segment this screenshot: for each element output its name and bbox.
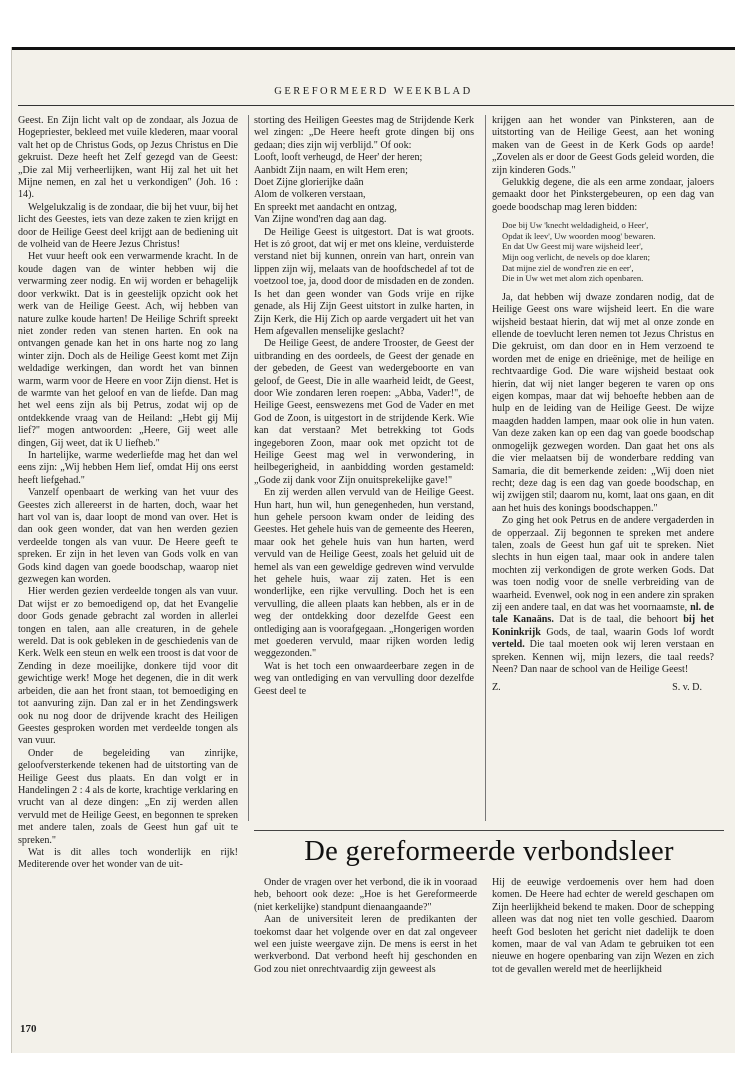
verse-line: Doet Zijne glorierijke daân xyxy=(254,177,364,189)
article2-column-1 xyxy=(254,877,477,1033)
text-run: Zo ging het ook Petrus en de andere vergaderden in de opperzaal. Zij begonnen te spreken met andere talen, zoals de Geest hun gaf uit te spreken. Niet slechts in hun eigen taal, maar ook in andere talen mochten zij verkondigen de grote werken Gods. Dat was toen nodig voor de snelle verbreiding van de waarheid. Evenwel, ook nog in een andere zin spraken zij een andere taal, en dat was het voornaamste, xyxy=(492,515,714,613)
page-number: 170 xyxy=(20,1023,37,1035)
top-rule xyxy=(12,47,735,50)
paragraph: Vanzelf openbaart de werking van het vuur des Geestes zich allereerst in de harten, doch, waar het hart vol van is, daar loopt de mond van over. Het is dan ook geen wonder, dat van hen werden gezien verdeelde tongen als van vuur. De Heere geeft te spreken. Er zijn in het leven van Gods volk en van Gods kind dagen van goede boodschap, waarop niet gezwegen kan worden. xyxy=(18,487,238,586)
signature-author: S. v. D. xyxy=(672,682,702,694)
paragraph: Hier werden gezien verdeelde tongen als van vuur. Dat wijst er zo bemoedigend op, dat het Evangelie door Gods genade gebracht zal worden in allerlei tongen en talen, aan alle creaturen, in de gehele wereld. Dat is ook gebleken in de geschiedenis van de Kerk. Welk een steun en welk een troost is dat voor de Zending in deze moeilijke, donkere tijd voor dit gewichtige werk! Moge het degenen, die in dit werk arbeiden, die aan het front staan, tot bemoediging en tot aanvuring zijn. Dan zal er in het Zendingswerk ook nu nog door de drijvende kracht des Heiligen Geestes gesproken worden met verdeelde tongen als van vuur. xyxy=(18,586,238,747)
verse-line: Looft, looft verheugd, de Heer' der heren; xyxy=(254,152,423,164)
verse-line: Aanbidt Zijn naam, en wilt Hem eren; xyxy=(254,164,408,176)
verse-line: En spreekt met aandacht en ontzag, xyxy=(254,201,397,213)
text-run: Die taal moeten ook wij leren verstaan en spreken. Kennen wij, mijn lezers, die taal reeds? Neen? Dan naar de school van de Heilige Geest! xyxy=(492,639,714,675)
paragraph: Hij de eeuwige verdoemenis over hem had doen komen. De Heere had echter de wereld geschapen om Zijn heerlijkheid bekend te maken. Door de schepping alleen was dat nog niet ten volle geschied. Daarom heeft God besloten het gericht niet dadelijk te doen komen, maar de val van Adam te gebruiken tot een nieuwe en hogere openbaring van zijn Wezen en zich tot de gevallen wereld met de heerlijkheid xyxy=(492,877,714,975)
verse xyxy=(254,152,474,226)
masthead-rule xyxy=(18,105,734,106)
poem-line: Mijn oog verlicht, de nevels op doe klaren; xyxy=(502,252,650,263)
paragraph: De Heilige Geest, de andere Trooster, de Geest der uitbranding en des oordeels, de Geest der genade en der gebeden, de Geest van wedergeboorte en van geloof, de Geest, Die in alle waarheid leidt, de Geest, door Wie zondaren leren roepen: „Abba, Vader!", de Heilige Geest, eenswezens met God de Vader en met God de Zoon, is uitgestort in de strijdende Kerk. Wie kan dat verstaan? Met betrekking tot Gods ingegeboren Zoon, maar ook met opzicht tot de Heilige Geest mag wel in verwondering, in heilbegerigheid, in aanbidding worden gestameld: „Gode zij dank voor Zijn onuitsprekelijke gave!" xyxy=(254,338,474,486)
poem xyxy=(502,220,714,284)
bold-run: bij het Koninkrijk xyxy=(492,614,714,638)
poem-line: Dat mijne ziel de wond'ren zie en eer', xyxy=(502,262,634,273)
bold-run: nl. de tale Kanaäns. xyxy=(492,601,714,626)
paragraph: krijgen aan het wonder van Pinksteren, aan de uitstorting van de Heilige Geest, aan het woning maken van de Geest in de Kerk Gods op aarde! „Zovelen als er door de Geest Gods geleid worden, die zijn kinderen Gods." xyxy=(492,115,714,176)
paragraph: Gelukkig degene, die als een arme zondaar, jaloers gemaakt door het Pinkstergebeuren, op een dag van goede boodschap mag leren bidden: xyxy=(492,177,714,213)
paragraph: De Heilige Geest is uitgestort. Dat is wat groots. Het is zó groot, dat wij er met ons kleine, verduisterde verstand niet bij kunnen, onrein van hart, onrein van lippen zijn wij, melaats van de hoofdschedel af tot de voetzool toe, ja, dood door de misdaden en de zonden. Is het dan geen wonder van Gods vrije en rijke genade, als Hij Zijn Geest uitstort in zulke harten, in Zijn Kerk, die Hij Zich op aarde vergadert uit het van Hem afgevallen menselijke geslacht? xyxy=(254,226,474,337)
paragraph: storting des Heiligen Geestes mag de Strijdende Kerk wel zingen: „De Heere heeft grote dingen bij ons gedaan; dies zijn wij verblijd." Of ook: xyxy=(254,115,474,151)
paragraph: Welgelukzalig is de zondaar, die bij het vuur, bij het licht des Geestes, iets van deze zaken te zien krijgt en door de Heilige Geest deel krijgt aan de bediening uit de volheid van de Heere Jezus Christus! xyxy=(18,201,238,251)
bold-run: verteld. xyxy=(492,639,525,651)
verse-line: Alom de volkeren verstaan, xyxy=(254,189,366,201)
verse-line: Van Zijne wond'ren dag aan dag. xyxy=(254,214,387,226)
paragraph: Aan de universiteit leren de predikanten der toekomst daar het volgende over en dat zal ongeveer wel een juiste weergave zijn. De mens is eerst in het werkverbond. Dat verbond heeft hij geschonden en God zou niet onrechtvaardig zijn geweest als xyxy=(254,914,477,975)
paragraph: Wat is het toch een onwaardeerbare zegen in de weg van ontlediging en van vervulling door dezelfde Geest deel te xyxy=(254,660,474,697)
poem-line: Opdat ik leev', Uw woorden moog' bewaren. xyxy=(502,230,656,241)
poem-line: En dat Uw Geest mij ware wijsheid leer', xyxy=(502,241,643,252)
paragraph: Onder de begeleiding van zinrijke, geloofversterkende tekenen had de uitstorting van de Heilige Geest dus plaats. En dan volgt er in Handelingen 2 : 4 als de korte, krachtige verklaring en vrucht van al deze dingen: „En zij werden allen vervuld met de Heilige Geest, en begonnen te spreken met andere talen, zoals de Geest hun gaf uit te spreken." xyxy=(18,747,238,846)
poem-line: Die in Uw wet met alom zich openbaren. xyxy=(502,273,644,284)
column-divider xyxy=(248,115,249,821)
article-separator xyxy=(254,830,724,831)
column-1 xyxy=(18,115,238,925)
paragraph xyxy=(492,515,714,676)
column-3 xyxy=(492,115,714,841)
paragraph: Geest. En Zijn licht valt op de zondaar, als Jozua de Hogepriester, bekleed met vuile klederen, maar vooral valt het op de Christus Gods, op Jezus Christus en Die gekruist. Deze heeft het Zelf gezegd van de Geest: „Die zal Mij verheerlijken, want Hij zal het uit het Mijne nemen, en zal het u verkondigen" (Joh. 16 : 14). xyxy=(18,115,238,201)
paragraph: En zij werden allen vervuld van de Heilige Geest. Hun hart, hun wil, hun genegenheden, hun verstand, hun gehele persoon kwam onder de leiding des Geestes. Het gehele huis van de gemeente des Heeren, maar ook het gehele huis van hun harten, werd vervuld van de Heilige Geest, zoals het geluid uit de hemel als van een geweldige gedreven wind vervulde het gehele huis, waar zij zaten. Het is een wonderlijke, een rijke vervulling. Doch het is een vervulling, die alleen plaats kan hebben, als er in de weg der ontdekking door dezelfde Geest een ontlediging aan is voorafgegaan. „Hongerigen worden met goederen vervuld, maar rijken worden ledig weggezonden." xyxy=(254,487,474,660)
article2-column-2 xyxy=(492,877,714,1033)
paragraph: Het vuur heeft ook een verwarmende kracht. In de koude dagen van de winter hebben wij die verwarming zeer nodig. En wij worden er behagelijk door verkwikt. Dat is in geestelijk opzicht ook het werk van de Heilige Geest. Ach, wij hebben van nature zulke koude harten! De Heilige Schrift spreekt niet zonder reden van stenen harten. En ook na ontvangen genade kan het in ons harte nog zo lang winter zijn. Doch als de Heilige Geest komt met Zijn weldadige werkingen, dan wordt het van binnen warm, warm voor de Heere en voor Zijn dienst. Het is de warmte van het geloof en van de liefde. Dan mag het wel eens zijn als bij Petrus, zodat wij op de ontdekkende vraag van de Heiland: „Hebt gij Mij lief?" mogen antwoorden: „Heere, Gij weet alle dingen, Gij weet, dat ik U liefheb." xyxy=(18,251,238,449)
text-run: Gods, de taal, waarin Gods lof wordt xyxy=(540,626,714,638)
newspaper-page xyxy=(11,47,735,1053)
paragraph: In hartelijke, warme wederliefde mag het dan wel eens zijn: „Wij hebben Hem lief, omdat Hij ons eerst heeft liefgehad." xyxy=(18,449,238,486)
poem-line: Doe bij Uw 'knecht weldadigheid, o Heer', xyxy=(502,220,649,231)
masthead: GEREFORMEERD WEEKBLAD xyxy=(274,86,473,97)
signature xyxy=(492,682,714,694)
text-run: Dat is de taal, die behoort xyxy=(553,614,684,626)
paragraph: Wat is dit alles toch wonderlijk en rijk! Mediterende over het wonder van de uit- xyxy=(18,846,238,871)
paragraph: Onder de vragen over het verbond, die ik in vooraad heb, behoort ook deze: „Hoe is het Gereformeerde (niet kerkelijke) standpunt dienaangaande?" xyxy=(254,877,477,913)
signature-left: Z. xyxy=(492,682,501,694)
column-2 xyxy=(254,115,474,825)
article-headline: De gereformeerde verbondsleer xyxy=(304,836,674,867)
paragraph: Ja, dat hebben wij dwaze zondaren nodig, dat de Heilige Geest ons ware wijsheid leert. En die ware wijsheid bestaat hierin, dat wij met al onze zonde en ellende de toevlucht leren nemen tot Jezus Christus en Die gekruist, om dan door en in Hem verzoend te worden met de enige en drieënige, met de heilige en rechtvaardige God. Die ware wijsheid bestaat ook hierin, dat wij niet langer begeren te varen op ons eigen kompas, maar dat wij behoefte hebben aan de hulp en de leiding van de Heilige Geest. De wijze maagden hadden lampen, maar ook olie in hun vaten. Van deze zaken kan op een dag van goede boodschap onmogelijk gezwegen worden. Dan gaat het ons als die vier melaatsen bij de wonderbare redding van Samaria, die dit bemerkende zeiden: „Wij doen niet recht; deze dag is een dag van goede boodschap, en wij zwijgen stil; daarom nu, komt, laat ons gaan, en dit aan het huis des konings boodschappen." xyxy=(492,291,714,514)
column-divider xyxy=(485,115,486,821)
